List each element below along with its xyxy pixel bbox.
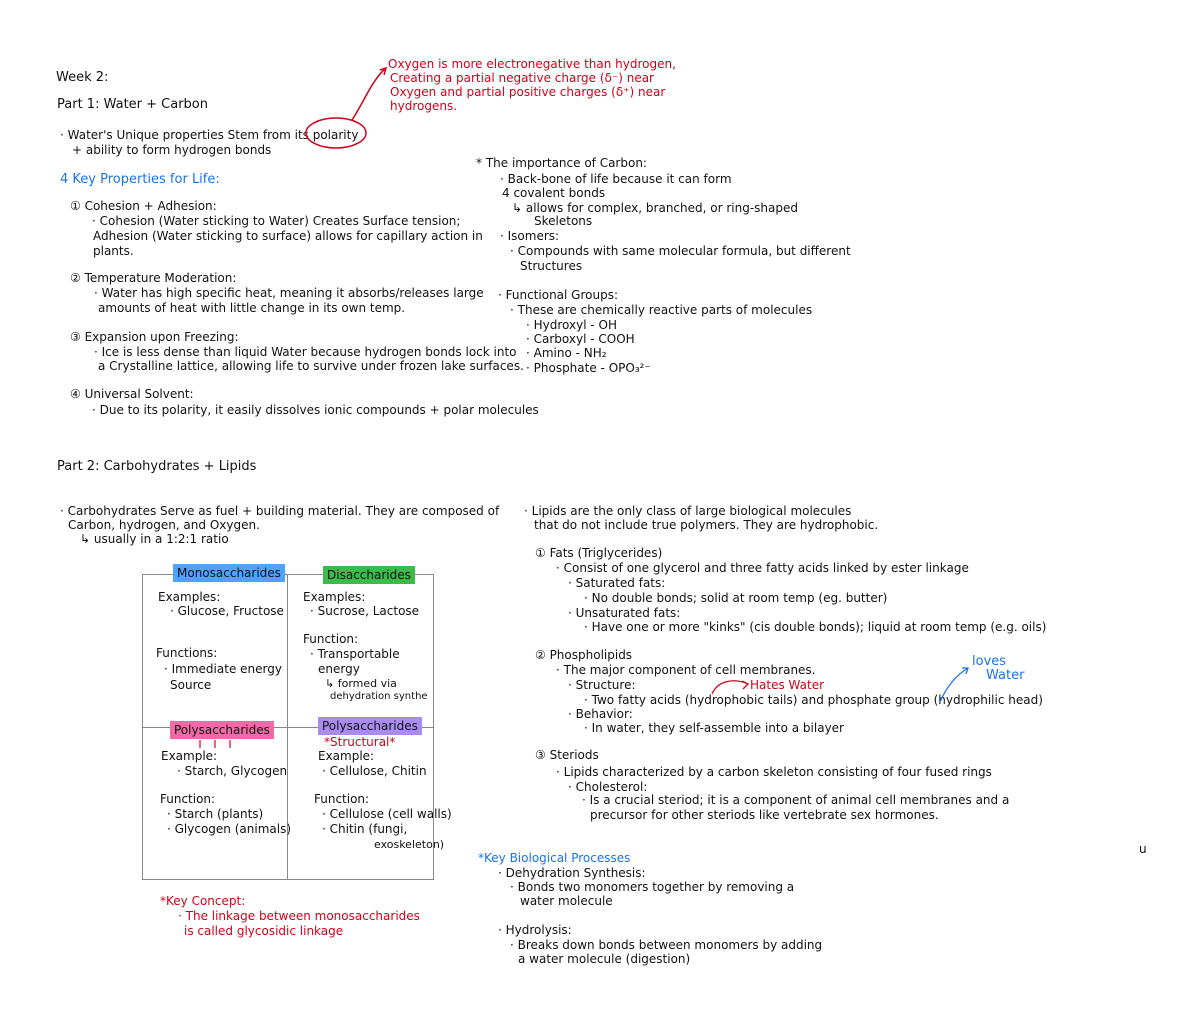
hates-arrow: [712, 681, 748, 694]
dehydration-line-2: water molecule: [520, 894, 613, 908]
group-carboxyl: · Carboxyl - COOH: [526, 332, 635, 346]
polarity-arrow: [352, 68, 386, 120]
fats-saturated-desc: · No double bonds; solid at room temp (eg. butter): [584, 591, 888, 605]
poly2-tag: *Structural*: [324, 735, 396, 749]
isomers-line-1: · Compounds with same molecular formula, but different: [510, 244, 851, 258]
phospho-behavior: · Behavior:: [568, 707, 633, 721]
phospho-structure-desc: · Two fatty acids (hydrophobic tails) and phosphate group (hydrophilic head): [584, 693, 1043, 707]
di-func-4: dehydration synthe: [330, 691, 428, 702]
steroids-line-3: precursor for other steriods like vertebrate sex hormones.: [590, 808, 939, 822]
steroids-line-1: · Lipids characterized by a carbon skeleton consisting of four fused rings: [556, 765, 992, 779]
part2-title: Part 2: Carbohydrates + Lipids: [57, 459, 257, 474]
phospho-structure: · Structure:: [568, 678, 636, 692]
steroids-line-2: · Is a crucial steriod; it is a component of animal cell membranes and a: [582, 793, 1010, 807]
poly-func-1: · Starch (plants): [167, 807, 264, 821]
carbon-line-4: Skeletons: [534, 214, 593, 228]
loves-arrow: [940, 668, 968, 702]
hydrolysis-line-2: a water molecule (digestion): [518, 952, 691, 966]
poly2-example: Example:: [318, 749, 375, 763]
part1-title: Part 1: Water + Carbon: [57, 97, 208, 112]
loves-water-note-1: loves: [972, 654, 1007, 669]
lipids-line-2: that do not include true polymers. They are hydrophobic.: [534, 518, 879, 532]
fats-saturated: · Saturated fats:: [568, 576, 666, 590]
polarity-note-1: Oxygen is more electronegative than hydrogen,: [388, 57, 676, 71]
lipids-line-1: · Lipids are the only class of large biological molecules: [524, 504, 852, 518]
group-amino: · Amino - NH₂: [526, 346, 607, 360]
group-hydroxyl: · Hydroxyl - OH: [526, 318, 617, 332]
groups-line-1: · These are chemically reactive parts of molecules: [510, 303, 813, 317]
poly2-example-val: · Cellulose, Chitin: [322, 764, 427, 778]
steroids-cholesterol: · Cholesterol:: [568, 780, 648, 794]
prop2-line-1: · Water has high specific heat, meaning it absorbs/releases large: [94, 286, 484, 300]
prop3-title: ③ Expansion upon Freezing:: [70, 330, 239, 344]
key-concept-line-2: is called glycosidic linkage: [184, 924, 344, 938]
poly2-func-2: · Chitin (fungi,: [322, 822, 408, 836]
di-function: Function:: [303, 632, 359, 646]
fats-line-1: · Consist of one glycerol and three fatty acids linked by ester linkage: [556, 561, 969, 575]
poly-label: Polysaccharides: [170, 721, 274, 739]
poly-example-val: · Starch, Glycogen: [177, 764, 288, 778]
loves-water-note-2: Water: [986, 668, 1025, 683]
corner-mark: u: [1139, 842, 1147, 856]
prop4-title: ④ Universal Solvent:: [70, 387, 194, 401]
poly-example: Example:: [161, 749, 218, 763]
carbs-line-2: Carbon, hydrogen, and Oxygen.: [68, 518, 260, 532]
di-func-1: · Transportable: [310, 647, 400, 661]
intro-line-1: · Water's Unique properties Stem from its polarity: [60, 128, 359, 142]
polarity-note-3: Oxygen and partial positive charges (δ⁺) near: [390, 85, 666, 99]
di-func-2: energy: [318, 662, 360, 676]
key-concept-title: *Key Concept:: [160, 894, 246, 908]
key-concept-line-1: · The linkage between monosaccharides: [178, 909, 420, 923]
polarity-note-4: hydrogens.: [390, 99, 458, 113]
mono-func-2: Source: [170, 678, 212, 692]
hydrolysis-line-1: · Breaks down bonds between monomers by adding: [510, 938, 823, 952]
polarity-note-2: Creating a partial negative charge (δ⁻) near: [390, 71, 654, 85]
carbon-line-2: 4 covalent bonds: [502, 186, 606, 200]
prop3-line-2: a Crystalline lattice, allowing life to survive under frozen lake surfaces.: [98, 359, 524, 373]
dehydration-title: · Dehydration Synthesis:: [498, 866, 646, 880]
key-properties-title: 4 Key Properties for Life:: [60, 172, 220, 187]
phospho-title: ② Phospholipids: [535, 648, 633, 662]
prop1-line-3: plants.: [93, 244, 134, 258]
phospho-line-1: · The major component of cell membranes.: [556, 663, 816, 677]
carbon-line-3: ↳ allows for complex, branched, or ring-shaped: [512, 201, 798, 215]
mono-func-1: · Immediate energy: [164, 662, 282, 676]
processes-title: *Key Biological Processes: [478, 851, 631, 865]
di-examples: Examples:: [303, 590, 366, 604]
isomers-line-2: Structures: [520, 259, 583, 273]
prop2-line-2: amounts of heat with little change in its own temp.: [98, 301, 406, 315]
poly-underline-ticks: [200, 740, 230, 748]
poly2-label: Polysaccharides: [318, 717, 422, 735]
poly2-func-3: exoskeleton): [374, 838, 445, 851]
dehydration-line-1: · Bonds two monomers together by removing a: [510, 880, 795, 894]
groups-title: · Functional Groups:: [498, 288, 618, 302]
fats-unsaturated: · Unsaturated fats:: [568, 606, 681, 620]
prop1-title: ① Cohesion + Adhesion:: [70, 199, 217, 213]
poly2-func-1: · Cellulose (cell walls): [322, 807, 452, 821]
steroids-title: ③ Steriods: [535, 748, 599, 762]
di-label: Disaccharides: [323, 566, 415, 584]
fats-title: ① Fats (Triglycerides): [535, 546, 663, 560]
fats-unsaturated-desc: · Have one or more "kinks" (cis double bonds); liquid at room temp (e.g. oils): [584, 620, 1047, 634]
di-examples-val: · Sucrose, Lactose: [310, 604, 420, 618]
polarity-circle: [306, 118, 366, 148]
group-phosphate: · Phosphate - OPO₃²⁻: [526, 361, 651, 375]
isomers-title: · Isomers:: [500, 229, 560, 243]
prop2-title: ② Temperature Moderation:: [70, 271, 237, 285]
carbon-title: * The importance of Carbon:: [476, 156, 647, 170]
di-func-3: ↳ formed via: [325, 677, 397, 690]
carbs-line-1: · Carbohydrates Serve as fuel + building material. They are composed of: [60, 504, 500, 518]
poly-function: Function:: [160, 792, 216, 806]
mono-examples: Examples:: [158, 590, 221, 604]
prop4-line-1: · Due to its polarity, it easily dissolves ionic compounds + polar molecules: [92, 403, 539, 417]
phospho-behavior-desc: · In water, they self-assemble into a bilayer: [584, 721, 844, 735]
mono-label: Monosaccharides: [173, 564, 285, 582]
hates-water-note: Hates Water: [750, 678, 825, 692]
intro-line-2: + ability to form hydrogen bonds: [72, 143, 272, 157]
carbon-line-1: · Back-bone of life because it can form: [500, 172, 732, 186]
mono-examples-val: · Glucose, Fructose: [170, 604, 284, 618]
week-heading: Week 2:: [56, 70, 109, 85]
prop3-line-1: · Ice is less dense than liquid Water because hydrogen bonds lock into: [94, 345, 517, 359]
carbs-line-3: ↳ usually in a 1:2:1 ratio: [80, 532, 229, 546]
prop1-line-1: · Cohesion (Water sticking to Water) Creates Surface tension;: [92, 214, 461, 228]
hydrolysis-title: · Hydrolysis:: [498, 923, 572, 937]
prop1-line-2: Adhesion (Water sticking to surface) allows for capillary action in: [93, 229, 483, 243]
mono-functions: Functions:: [156, 646, 218, 660]
poly-func-2: · Glycogen (animals): [167, 822, 292, 836]
poly2-function: Function:: [314, 792, 370, 806]
